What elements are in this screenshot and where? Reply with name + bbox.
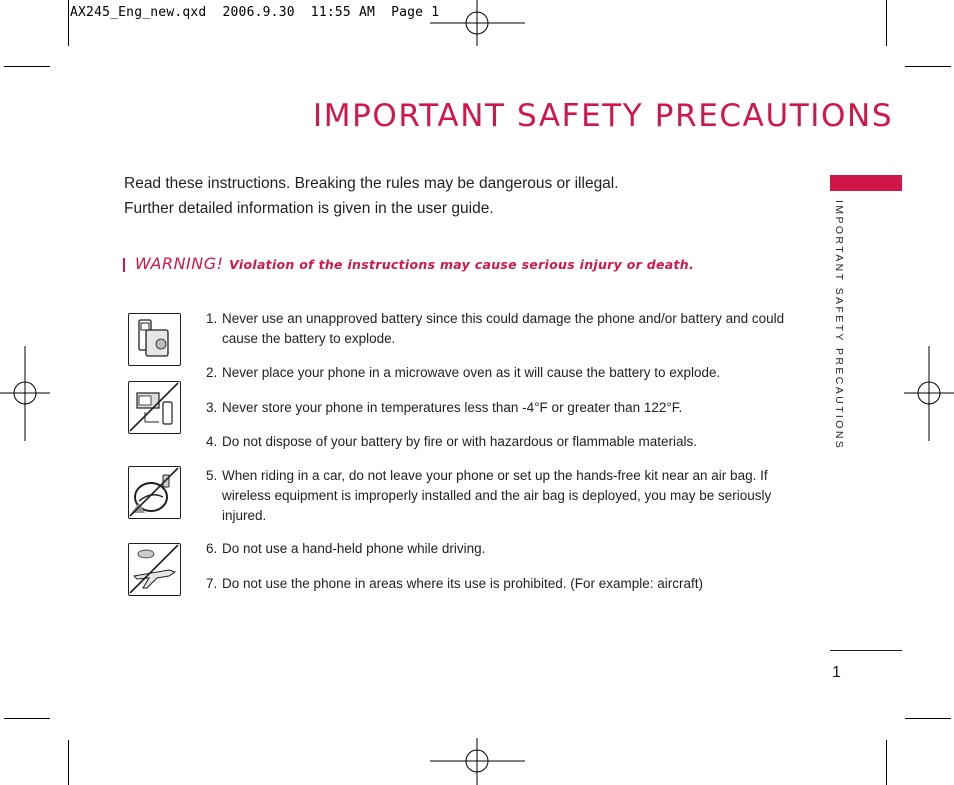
list-item: 7. Do not use the phone in areas where its use is prohibited. (For example: aircraft): [206, 576, 703, 591]
no-microwave-icon: [128, 381, 181, 434]
registration-mark-left: [0, 346, 50, 441]
section-tab-label: IMPORTANT SAFETY PRECAUTIONS: [833, 200, 845, 451]
list-item: 5. When riding in a car, do not leave your phone or set up the hands-free kit near an air bag. If wireless equipment is improperly installed and the air bag is deployed, you may be seriously injured.: [206, 468, 772, 523]
warning-label: WARNING!: [135, 254, 224, 273]
registration-mark-right: [904, 346, 954, 441]
page-number: 1: [832, 664, 841, 681]
warning-line: [135, 254, 694, 273]
page-title: IMPORTANT SAFETY PRECAUTIONS: [313, 98, 894, 134]
warning-text: Violation of the instructions may cause serious injury or death.: [229, 257, 695, 272]
list-item: 2. Never place your phone in a microwave oven as it will cause the battery to explode.: [206, 365, 721, 380]
intro-line-2: Further detailed information is given in the user guide.: [124, 200, 494, 217]
no-airbag-phone-icon: [128, 466, 181, 519]
battery-phone-icon: [128, 313, 181, 366]
list-item: 1. Never use an unapproved battery since this could damage the phone and/or battery and could cause the battery to explode.: [206, 311, 785, 346]
intro-line-1: Read these instructions. Breaking the rules may be dangerous or illegal.: [124, 175, 619, 192]
page-number-rule: [830, 650, 902, 651]
file-slug: AX245_Eng_new.qxd 2006.9.30 11:55 AM Page 1: [70, 5, 440, 20]
no-aircraft-icon: [128, 543, 181, 596]
warning-marker: [123, 258, 125, 272]
list-item: 4. Do not dispose of your battery by fire or with hazardous or flammable materials.: [206, 434, 697, 449]
list-item: 6. Do not use a hand-held phone while driving.: [206, 541, 486, 556]
list-item: 3. Never store your phone in temperatures less than -4°F or greater than 122°F.: [206, 400, 683, 415]
section-tab-bar: [830, 175, 902, 191]
registration-mark-top: [430, 0, 525, 48]
registration-mark-bottom: [430, 738, 525, 785]
